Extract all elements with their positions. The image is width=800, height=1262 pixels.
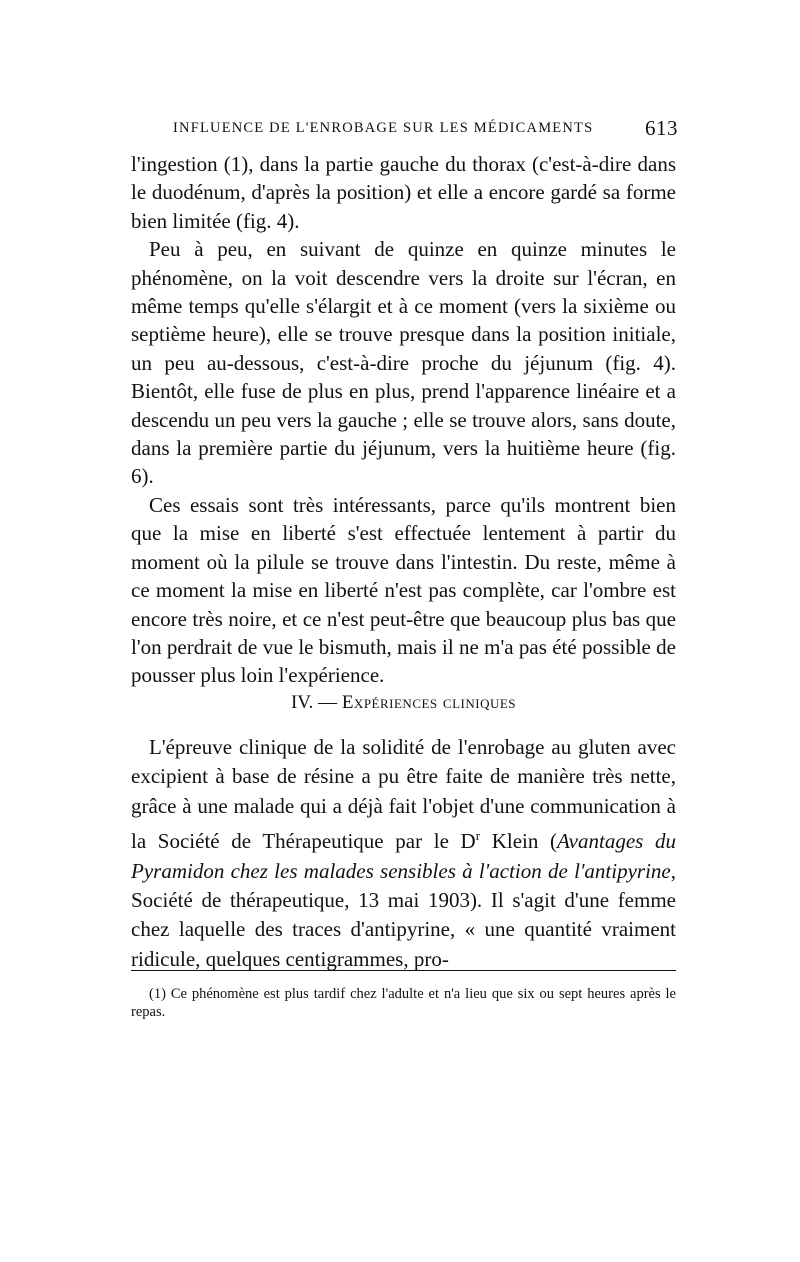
running-head bbox=[173, 116, 678, 142]
footnote-divider bbox=[131, 970, 676, 971]
paragraph-4 bbox=[131, 733, 676, 974]
doctor-superscript: r bbox=[475, 828, 481, 844]
section-number: IV. bbox=[290, 692, 314, 713]
paragraph-4-part2: Klein ( bbox=[480, 829, 558, 854]
document-page bbox=[131, 0, 676, 1262]
page-number: 613 bbox=[645, 116, 678, 140]
running-head-title: INFLUENCE DE L'ENROBAGE SUR LES MÉDICAMENTS bbox=[173, 120, 594, 136]
paragraph-4-part3: , Société de thérapeutique, 13 mai 1903). Il s'agit d'une femme chez laquelle des traces d'antipyrine, « une quantité vraiment ridicule, quelques centigrammes, pro- bbox=[131, 858, 676, 971]
paragraph-2: Peu à peu, en suivant de quinze en quinze minutes le phénomène, on la voit descendre vers la droite sur l'écran, en même temps qu'elle s'élargit et à ce moment (vers la sixième ou septième heure), elle se trouve presque dans la position initiale, un peu au-dessous, c'est-à-dire proche du jéjunum (fig. 4). Bientôt, elle fuse de plus en plus, prend l'apparence linéaire et a descendu un peu vers la gauche ; elle se trouve alors, sans doute, dans la première partie du jéjunum, vers la huitième heure (fig. 6). bbox=[131, 237, 676, 489]
section-heading bbox=[131, 688, 676, 718]
section-dash: — bbox=[318, 692, 338, 713]
body-text-bottom bbox=[131, 733, 676, 974]
footnote bbox=[131, 985, 676, 1021]
paragraph-3: Ces essais sont très intéressants, parce qu'ils montrent bien que la mise en liberté s'est effectuée lentement à partir du moment où la pilule se trouve dans l'intestin. Du reste, même à ce moment la mise en liberté n'est pas complète, car l'ombre est encore très noire, et ce n'est peut-être que beaucoup plus bas que l'on perdrait de vue le bismuth, mais il ne m'a pas été possible de pousser plus loin l'expérience. bbox=[131, 492, 676, 688]
footnote-text: (1) Ce phénomène est plus tardif chez l'adulte et n'a lieu que six ou sept heures après le repas. bbox=[131, 986, 676, 1020]
body-text-top bbox=[131, 150, 676, 690]
paragraph-1: l'ingestion (1), dans la partie gauche du thorax (c'est-à-dire dans le duodénum, d'après la position) et elle a encore gardé sa forme bien limitée (fig. 4). bbox=[131, 152, 676, 233]
cited-title: Avantages du Pyramidon chez les malades sensibles à l'action de l'antipyrine bbox=[131, 829, 676, 883]
paragraph-4-part1: L'épreuve clinique de la solidité de l'enrobage au gluten avec excipient à base de résine a pu être faite de manière très nette, grâce à une malade qui a déjà fait l'objet d'une communication à la Société de Thérapeutique par le D bbox=[131, 735, 676, 854]
section-title: Expériences cliniques bbox=[341, 692, 517, 713]
